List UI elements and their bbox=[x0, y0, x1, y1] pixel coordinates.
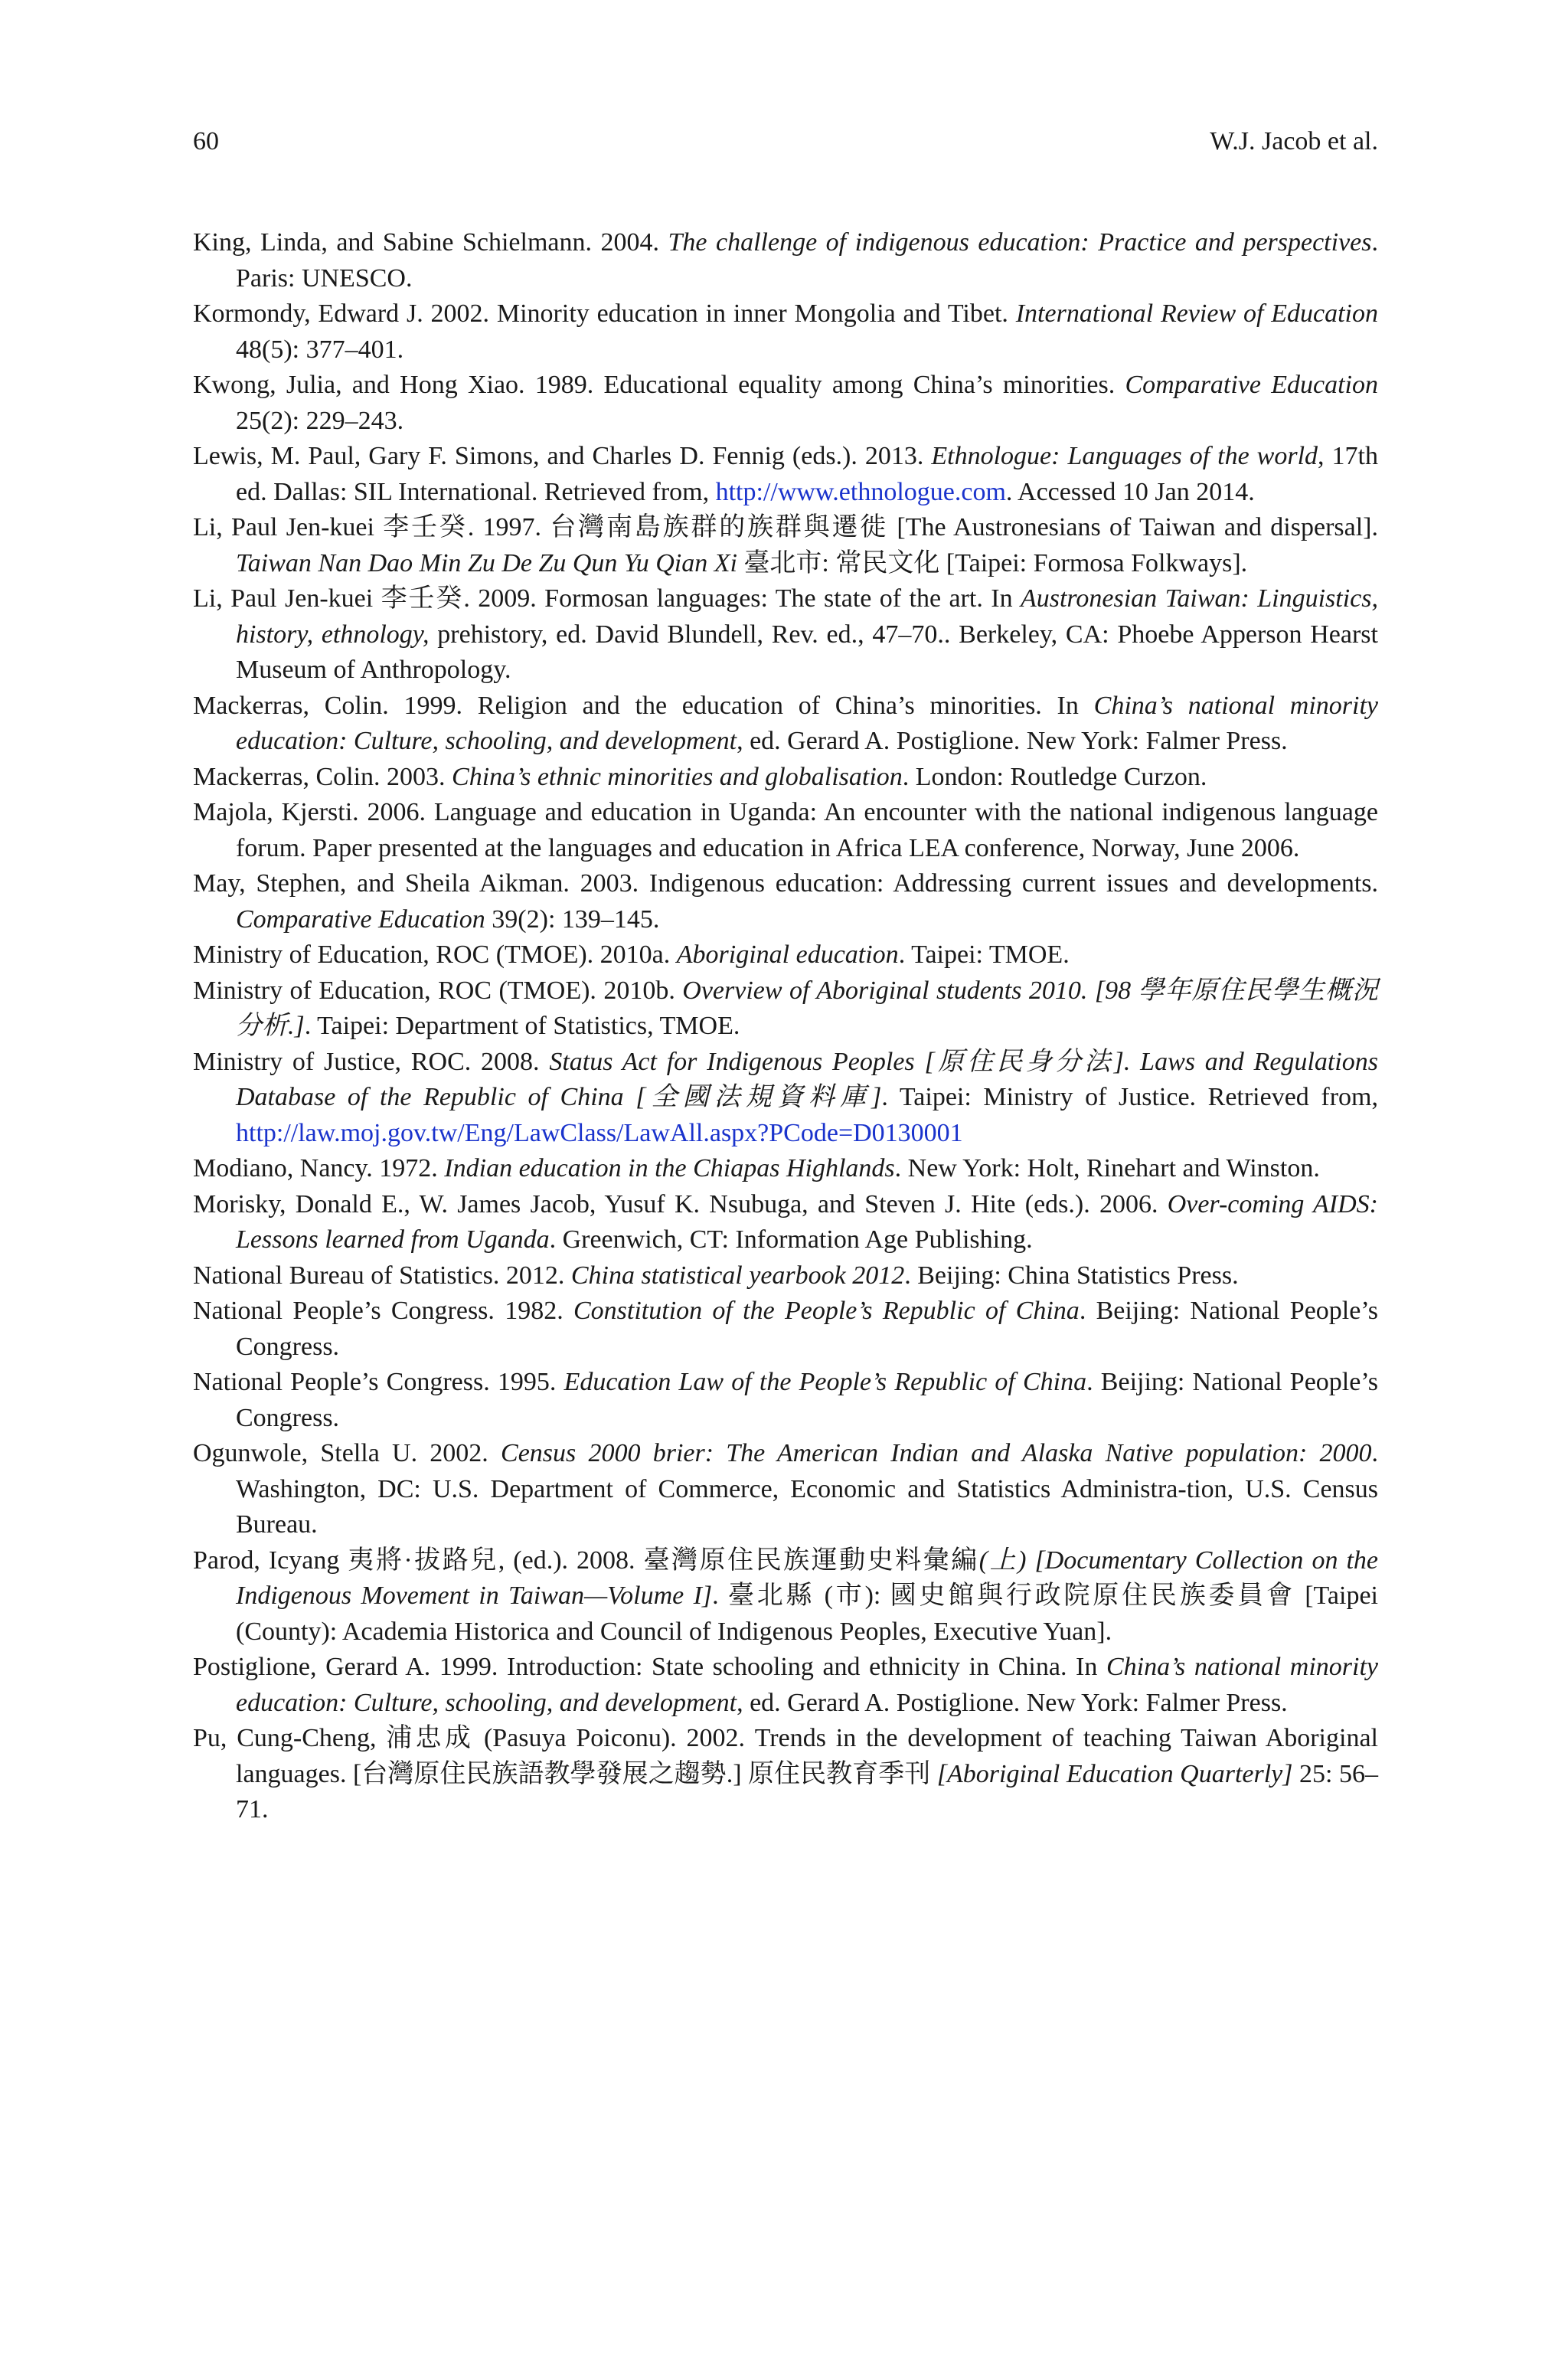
reference-entry bbox=[193, 1365, 1378, 1436]
reference-text: . Greenwich, CT: Information Age Publishing. bbox=[549, 1225, 1033, 1254]
reference-entry bbox=[193, 225, 1378, 296]
reference-list bbox=[193, 225, 1378, 1828]
reference-italic-text: Comparative Education bbox=[1125, 371, 1379, 399]
reference-entry bbox=[193, 1721, 1378, 1828]
reference-link[interactable]: http://www.ethnologue.com bbox=[715, 477, 1006, 506]
reference-text: Mackerras, Colin. 2003. bbox=[193, 762, 452, 791]
reference-text: . Beijing: National People’s Congress. bbox=[236, 1297, 1379, 1361]
reference-text: . New York: Holt, Rinehart and Winston. bbox=[894, 1154, 1320, 1182]
running-header bbox=[193, 124, 1378, 159]
reference-italic-text: Overview of Aboriginal students 2010. [98 學年原住民學生概況分析.] bbox=[236, 976, 1378, 1040]
reference-entry bbox=[193, 296, 1378, 368]
reference-italic-text: International Review of Education bbox=[1015, 299, 1378, 328]
reference-link[interactable]: http://law.moj.gov.tw/Eng/LawClass/LawAll.aspx?PCode=D0130001 bbox=[236, 1118, 963, 1147]
reference-text: . Washington, DC: U.S. Department of Commerce, Economic and Statistics Administra-tion, U.S. Census Bureau. bbox=[236, 1439, 1378, 1539]
reference-text: . Accessed 10 Jan 2014. bbox=[1005, 477, 1255, 506]
reference-text: Lewis, M. Paul, Gary F. Simons, and Charles D. Fennig (eds.). 2013. bbox=[193, 442, 932, 470]
reference-text: . Taipei: Department of Statistics, TMOE. bbox=[304, 1012, 740, 1040]
reference-entry bbox=[193, 1258, 1378, 1294]
reference-italic-text: Status Act for Indigenous Peoples [原住民身分法]. Laws and Regulations Database of the Republic of China [全國法規資料庫] bbox=[236, 1047, 1378, 1111]
reference-text: Kormondy, Edward J. 2002. Minority education in inner Mongolia and Tibet. bbox=[193, 299, 1016, 328]
reference-text: Ogunwole, Stella U. 2002. bbox=[193, 1439, 501, 1467]
reference-entry bbox=[193, 368, 1378, 439]
reference-text: Postiglione, Gerard A. 1999. Introduction: State schooling and ethnicity in China. In bbox=[193, 1653, 1106, 1681]
reference-text: Li, Paul Jen-kuei 李壬癸. 2009. Formosan languages: The state of the art. In bbox=[193, 584, 1021, 613]
reference-text: . Paris: UNESCO. bbox=[236, 228, 1378, 293]
reference-text: National People’s Congress. 1982. bbox=[193, 1297, 573, 1325]
reference-italic-text: Education Law of the People’s Republic of China bbox=[564, 1368, 1087, 1396]
reference-text: Morisky, Donald E., W. James Jacob, Yusuf K. Nsubuga, and Steven J. Hite (eds.). 2006. bbox=[193, 1189, 1168, 1218]
reference-text: Pu, Cung-Cheng, 浦忠成 (Pasuya Poiconu). 2002. Trends in the development of teaching Taiwan Aboriginal languages. [台灣原住民族語教學發展之趨勢.] 原住民教育季刊 bbox=[193, 1724, 1378, 1788]
reference-text: Majola, Kjersti. 2006. Language and education in Uganda: An encounter with the national indigenous language forum. Paper presented at the languages and education in Africa LEA conference, Norway, June 2006. bbox=[193, 798, 1378, 862]
reference-italic-text: Census 2000 brier: The American Indian and Alaska Native population: 2000 bbox=[501, 1439, 1372, 1467]
reference-text: May, Stephen, and Sheila Aikman. 2003. Indigenous education: Addressing current issues and developments. bbox=[193, 869, 1378, 898]
reference-italic-text: Taiwan Nan Dao Min Zu De Zu Qun Yu Qian Xi bbox=[236, 548, 737, 577]
reference-text: . Taipei: TMOE. bbox=[898, 940, 1070, 969]
reference-entry bbox=[193, 1436, 1378, 1543]
reference-entry bbox=[193, 1294, 1378, 1365]
reference-text: , ed. Gerard A. Postiglione. New York: Falmer Press. bbox=[737, 1688, 1288, 1717]
reference-text: . Taipei: Ministry of Justice. Retrieved from, bbox=[881, 1083, 1378, 1111]
reference-entry bbox=[193, 581, 1378, 689]
reference-entry bbox=[193, 1151, 1378, 1187]
reference-entry bbox=[193, 973, 1378, 1045]
reference-text: . Beijing: National People’s Congress. bbox=[236, 1368, 1379, 1432]
reference-text: . 臺北縣 (市): 國史館與行政院原住民族委員會 [Taipei (County): Academia Historica and Council of Indigenous Peoples, Executive Yuan]. bbox=[236, 1582, 1378, 1646]
reference-text: Kwong, Julia, and Hong Xiao. 1989. Educational equality among China’s minorities. bbox=[193, 371, 1125, 399]
reference-italic-text: China statistical yearbook 2012 bbox=[570, 1261, 905, 1290]
reference-italic-text: Comparative Education bbox=[236, 904, 485, 934]
running-head: W.J. Jacob et al. bbox=[1210, 127, 1378, 155]
reference-text: National People’s Congress. 1995. bbox=[193, 1368, 564, 1396]
reference-entry bbox=[193, 1543, 1378, 1650]
reference-italic-text: [Aboriginal Education Quarterly] bbox=[936, 1759, 1293, 1788]
reference-text: . London: Routledge Curzon. bbox=[902, 762, 1207, 791]
reference-entry bbox=[193, 795, 1378, 866]
reference-text: prehistory, ed. David Blundell, Rev. ed., 47–70.. Berkeley, CA: Phoebe Apperson Hearst Museum of Anthropology. bbox=[236, 620, 1378, 684]
reference-italic-text: Indian education in the Chiapas Highlands bbox=[444, 1154, 895, 1182]
reference-entry bbox=[193, 937, 1378, 973]
reference-italic-text: Austronesian Taiwan: Linguistics, history, ethnology, bbox=[236, 584, 1378, 649]
reference-italic-text: Constitution of the People’s Republic of China bbox=[573, 1297, 1080, 1325]
reference-text: Ministry of Education, ROC (TMOE). 2010b. bbox=[193, 976, 683, 1005]
reference-entry bbox=[193, 439, 1378, 510]
reference-entry bbox=[193, 1187, 1378, 1258]
reference-italic-text: (上) [Documentary Collection on the Indigenous Movement in Taiwan—Volume I] bbox=[236, 1546, 1378, 1610]
reference-italic-text: China’s ethnic minorities and globalisation bbox=[452, 762, 903, 791]
reference-entry bbox=[193, 866, 1378, 937]
reference-text: 48(5): 377–401. bbox=[236, 335, 404, 364]
reference-italic-text: Ethnologue: Languages of the world bbox=[931, 442, 1318, 470]
reference-text: Parod, Icyang 夷將·拔路兒, (ed.). 2008. 臺灣原住民族運動史料彙編 bbox=[193, 1546, 979, 1575]
reference-italic-text: Over-coming AIDS: Lessons learned from Uganda bbox=[236, 1189, 1378, 1254]
reference-text: 25(2): 229–243. bbox=[236, 406, 404, 435]
page bbox=[193, 124, 1378, 1828]
reference-text: Ministry of Justice, ROC. 2008. bbox=[193, 1047, 550, 1076]
reference-italic-text: China’s national minority education: Culture, schooling, and development bbox=[236, 1653, 1378, 1717]
reference-text: . Beijing: China Statistics Press. bbox=[904, 1261, 1239, 1290]
reference-text: , 17th ed. Dallas: SIL International. Retrieved from, bbox=[236, 442, 1378, 506]
reference-entry bbox=[193, 510, 1378, 581]
reference-text: 39(2): 139–145. bbox=[485, 904, 660, 934]
reference-text: 臺北市: 常民文化 [Taipei: Formosa Folkways]. bbox=[737, 548, 1248, 577]
page-number: 60 bbox=[193, 127, 219, 155]
reference-text: Mackerras, Colin. 1999. Religion and the education of China’s minorities. In bbox=[193, 691, 1094, 720]
reference-italic-text: China’s national minority education: Culture, schooling, and development bbox=[236, 691, 1378, 755]
reference-text: Ministry of Education, ROC (TMOE). 2010a. bbox=[193, 940, 677, 969]
reference-text: King, Linda, and Sabine Schielmann. 2004. bbox=[193, 228, 668, 257]
reference-text: 25: 56–71. bbox=[236, 1759, 1378, 1824]
reference-entry bbox=[193, 689, 1378, 760]
reference-text: National Bureau of Statistics. 2012. bbox=[193, 1261, 571, 1290]
reference-text: Li, Paul Jen-kuei 李壬癸. 1997. 台灣南島族群的族群與遷徙 [The Austronesians of Taiwan and dispersal]. bbox=[193, 513, 1378, 541]
reference-italic-text: Aboriginal education bbox=[676, 940, 899, 969]
reference-entry bbox=[193, 760, 1378, 796]
reference-italic-text: The challenge of indigenous education: Practice and perspectives bbox=[668, 228, 1372, 257]
reference-text: Modiano, Nancy. 1972. bbox=[193, 1154, 445, 1182]
reference-text: , ed. Gerard A. Postiglione. New York: Falmer Press. bbox=[737, 727, 1288, 755]
reference-entry bbox=[193, 1045, 1378, 1152]
reference-entry bbox=[193, 1650, 1378, 1721]
